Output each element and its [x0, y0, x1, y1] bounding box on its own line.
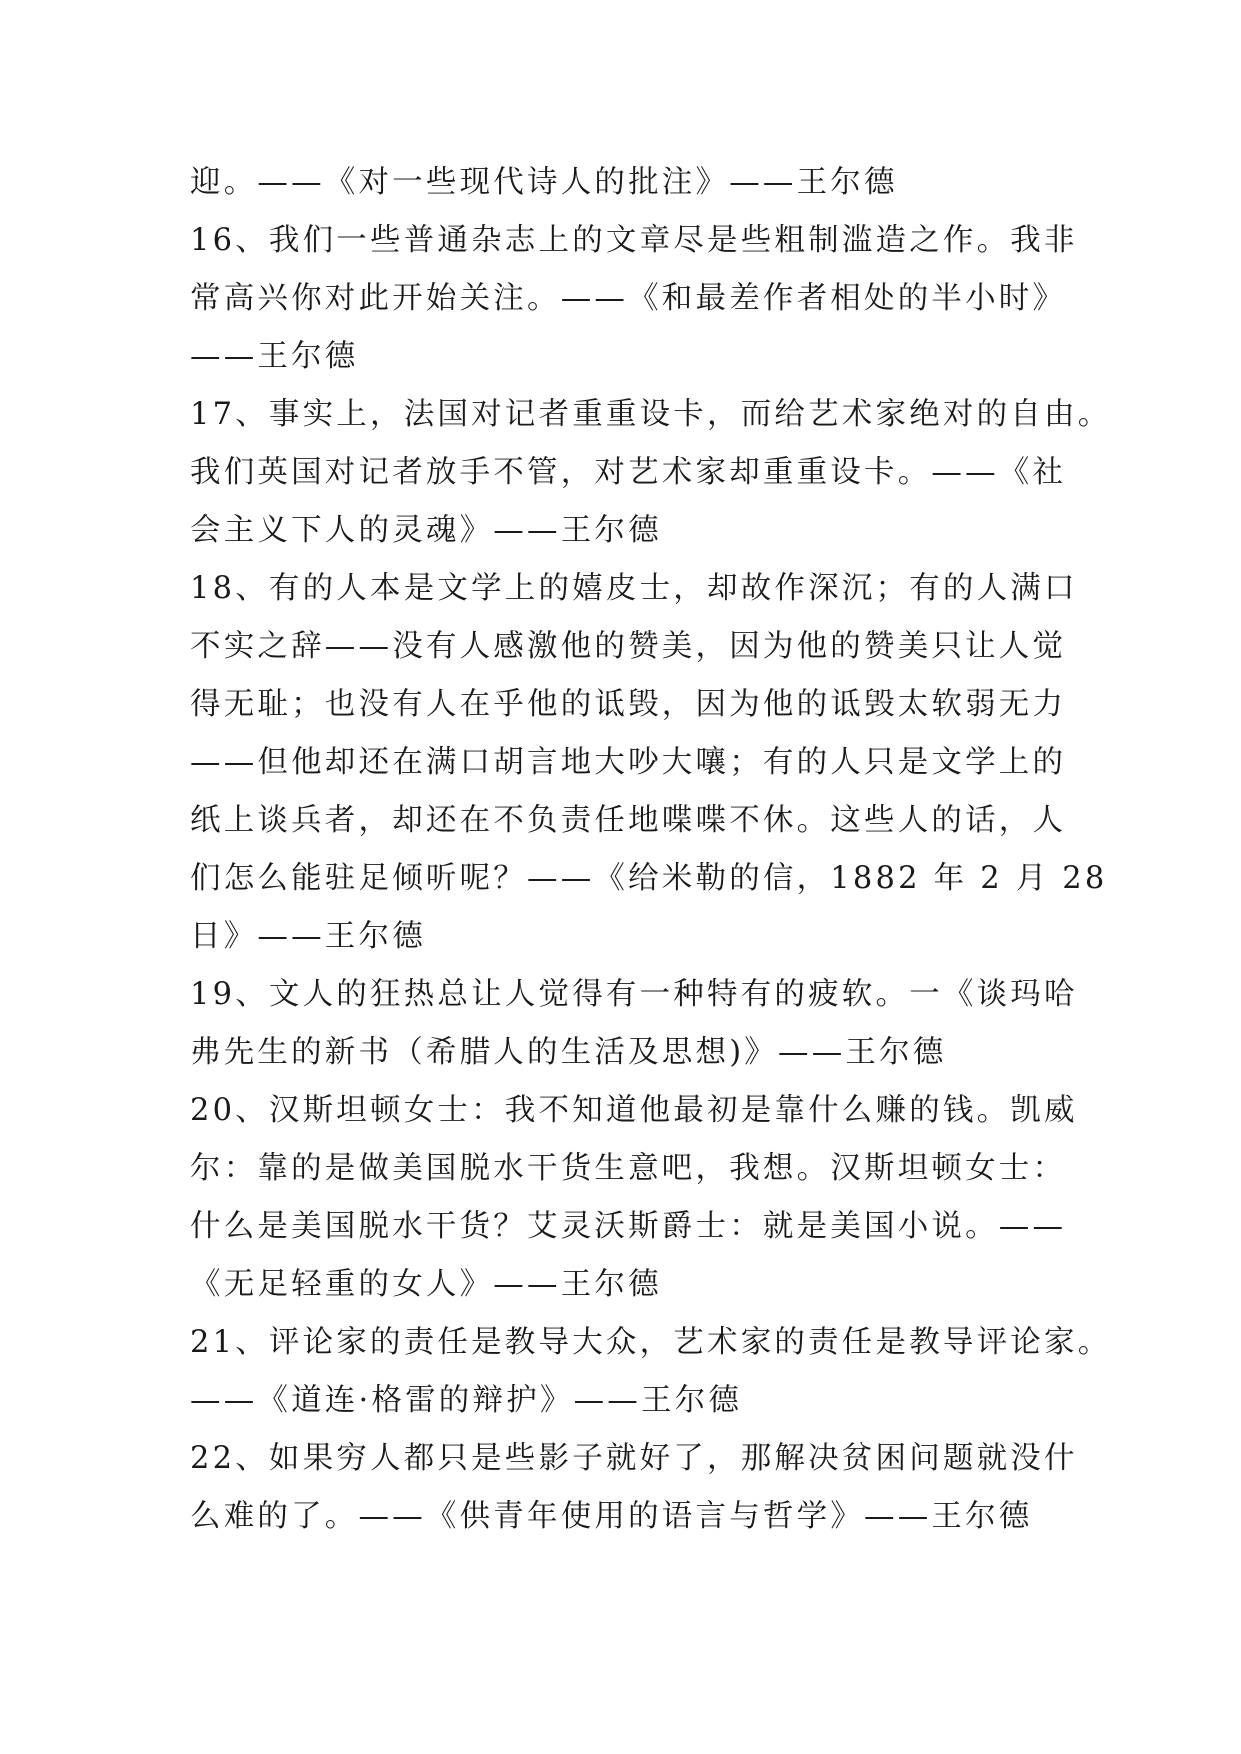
text-line: 19、文人的狂热总让人觉得有一种特有的疲软。一《谈玛哈 — [190, 977, 1078, 1012]
text-line: ——但他却还在满口胡言地大吵大嚷；有的人只是文学上的 — [190, 745, 1067, 780]
text-line: 什么是美国脱水干货？艾灵沃斯爵士：就是美国小说。—— — [190, 1209, 1067, 1244]
text-line: ——《道连·格雷的辩护》——王尔德 — [190, 1383, 743, 1418]
text-line: 弗先生的新书（希腊人的生活及思想)》——王尔德 — [190, 1035, 947, 1070]
text-line: 纸上谈兵者，却还在不负责任地喋喋不休。这些人的话，人 — [190, 803, 1067, 838]
text-line: 常高兴你对此开始关注。——《和最差作者相处的半小时》 — [190, 281, 1067, 316]
text-line: 18、有的人本是文学上的嬉皮士，却故作深沉；有的人满口 — [190, 571, 1078, 606]
text-line: 《无足轻重的女人》——王尔德 — [190, 1267, 662, 1302]
text-line: 得无耻；也没有人在乎他的诋毁，因为他的诋毁太软弱无力 — [190, 687, 1067, 722]
text-line: 尔：靠的是做美国脱水干货生意吧，我想。汉斯坦顿女士： — [190, 1151, 1067, 1186]
text-line: 不实之辞——没有人感激他的赞美，因为他的赞美只让人觉 — [190, 629, 1067, 664]
text-line: 会主义下人的灵魂》——王尔德 — [190, 513, 662, 548]
text-line: 么难的了。——《供青年使用的语言与哲学》——王尔德 — [190, 1499, 1033, 1534]
text-line: 16、我们一些普通杂志上的文章尽是些粗制滥造之作。我非 — [190, 223, 1078, 258]
quote-text-block — [190, 154, 1112, 1546]
text-line: 21、评论家的责任是教导大众，艺术家的责任是教导评论家。 — [190, 1325, 1112, 1360]
text-line: 日》——王尔德 — [190, 919, 426, 954]
text-line: 我们英国对记者放手不管，对艺术家却重重设卡。——《社 — [190, 455, 1067, 490]
text-line: 20、汉斯坦顿女士：我不知道他最初是靠什么赚的钱。凯威 — [190, 1093, 1078, 1128]
text-line: 迎。——《对一些现代诗人的批注》——王尔德 — [190, 165, 898, 200]
text-line: 17、事实上，法国对记者重重设卡，而给艺术家绝对的自由。 — [190, 397, 1112, 432]
text-line: ——王尔德 — [190, 339, 359, 374]
text-line: 们怎么能驻足倾听呢？——《给米勒的信，1882 年 2 月 28 — [190, 861, 1108, 896]
text-line: 22、如果穷人都只是些影子就好了，那解决贫困问题就没什 — [190, 1441, 1078, 1476]
